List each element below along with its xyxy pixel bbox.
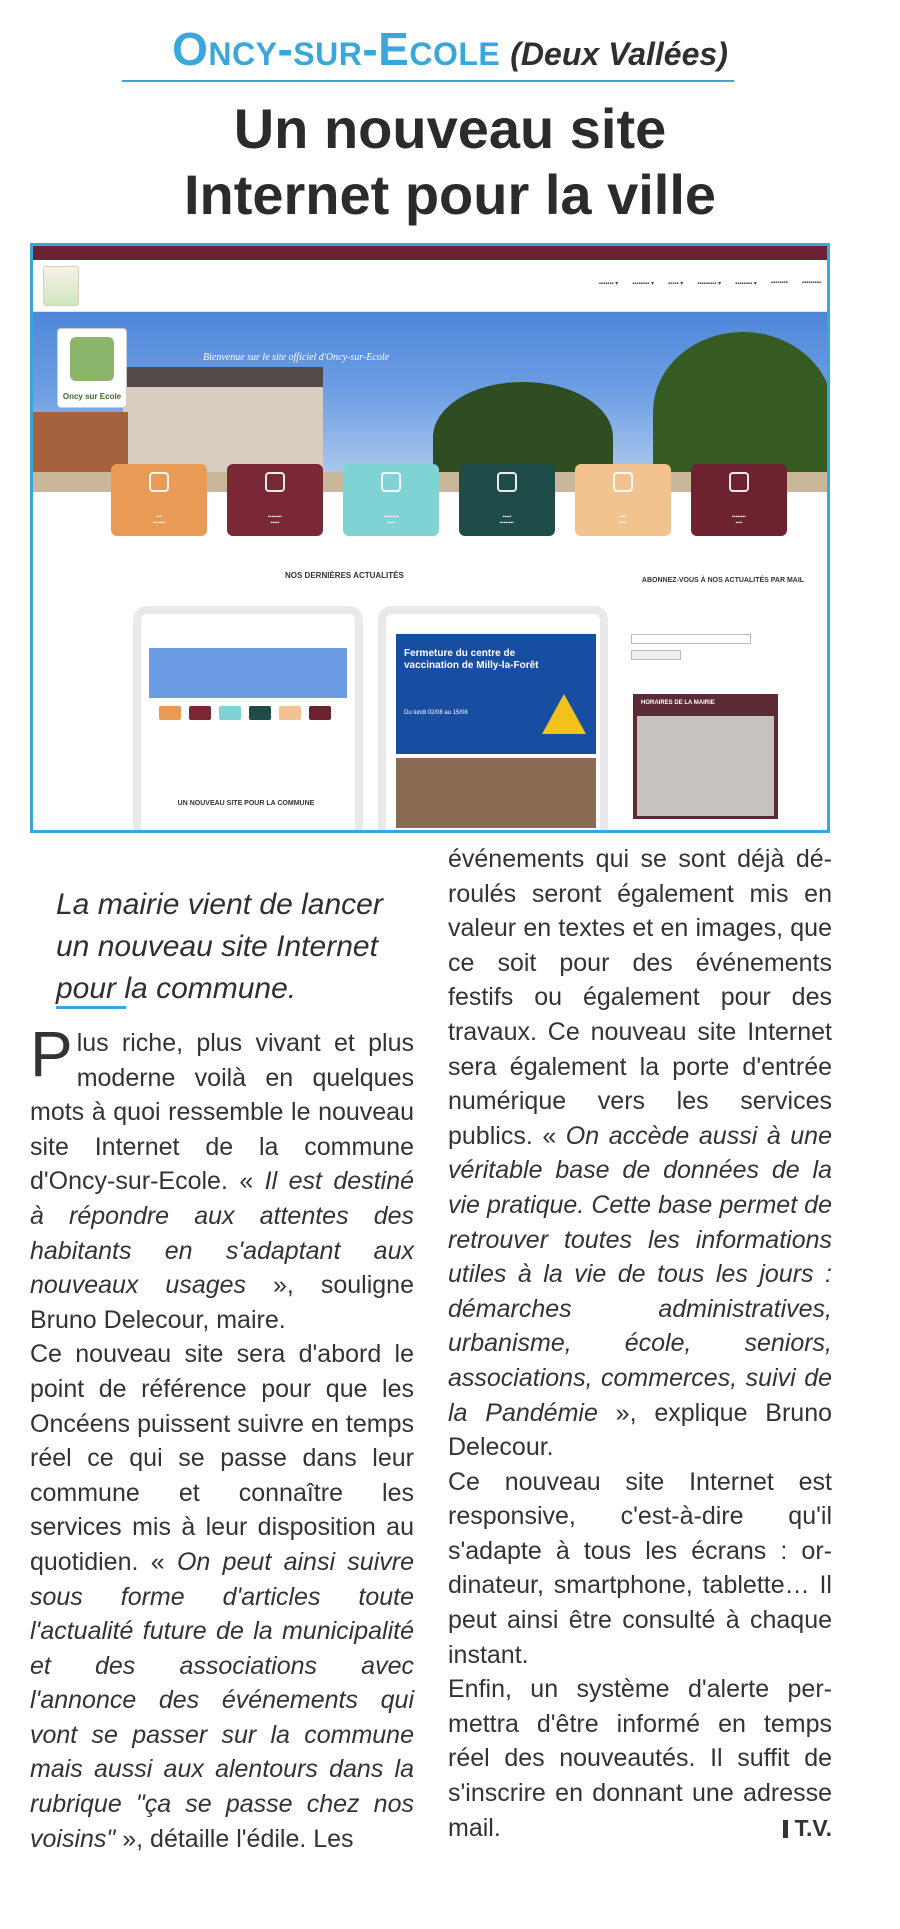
gear-icon (613, 472, 633, 492)
newspaper-icon (497, 472, 517, 492)
site-logo (43, 266, 79, 306)
quick-tile: ▪▪▪▪ ▪▪▪▪ (575, 464, 671, 536)
mini-tiles (159, 706, 331, 720)
menu-item: ▪▪▪▪▪ ▾ (667, 281, 684, 287)
crest-emblem-icon (70, 337, 114, 381)
news-card-2 (378, 606, 608, 833)
quick-tile: ▪▪▪▪▪▪▪▪ ▪▪▪▪ (691, 464, 787, 536)
home-icon (265, 472, 285, 492)
chat-icon (381, 472, 401, 492)
hours-title: HORAIRES DE LA MAIRIE (641, 700, 715, 706)
card-1-title: UN NOUVEAU SITE POUR LA COMMUNE (177, 800, 315, 807)
alert-title: Fermeture du centre de vaccination de Milly-la-Forêt (404, 648, 539, 671)
warning-icon (542, 694, 586, 734)
town-name: Oncy-sur-Ecole (172, 23, 501, 75)
menu-item: ▪▪▪▪▪▪▪▪ ▾ (735, 281, 757, 287)
quick-tile: ▪▪▪ ▪▪▪▪▪▪▪ (111, 464, 207, 536)
document-icon (149, 472, 169, 492)
quick-access-tiles (111, 464, 787, 536)
menu-item: ▪▪▪▪▪▪▪ ▾ (598, 281, 619, 287)
site-topbar (33, 246, 827, 260)
headline-line-2: Internet pour la ville (183, 163, 717, 226)
newsletter-title: ABONNEZ-VOUS À NOS ACTUALITÉS PAR MAIL (641, 577, 805, 584)
site-sidebar (623, 576, 823, 706)
quote: On peut ainsi suivre sous forme d'articles toute l'actualité future de la municipalité et des associations avec l'annonce des événements qui vont se passer sur la commune mais aussi aux alentours dans la rubrique "ça se passe chez nos voisins" (30, 1547, 414, 1853)
headline-line-1: Un nouveau site (233, 97, 667, 160)
quick-tile: ▪▪▪▪▪▪▪▪ ▪▪▪▪▪ (227, 464, 323, 536)
paragraph: événements qui se sont déjà déroulés seront également mis en valeur en textes et en images, que ce soit pour des événements festifs ou également pour des travaux. Ce nouveau site Internet sera également la porte d'entrée numérique vers les services publics. « On accède aussi à une véritable base de données de la vie pratique. Cette base permet de retrouver toutes les informations utiles à la vie de tous les jours : démarches administratives, urbanisme, école, seniors, associations, commerces, suivi de la Pandémie », explique Bruno Delecour. (448, 845, 832, 1462)
menu-item: ▪▪▪▪▪▪▪▪ ▾ (632, 281, 654, 287)
site-menu (599, 280, 821, 287)
quick-tile: ▪▪▪▪▪▪▪▪ ▪▪▪▪ (343, 464, 439, 536)
mini-hero (149, 648, 347, 698)
quote: Il est destiné à répondre aux attentes des habitants en s'adaptant aux nouveaux usages (30, 1167, 415, 1300)
wallet-icon (729, 472, 749, 492)
kicker (0, 22, 900, 76)
news-heading: NOS DERNIÈRES ACTUALITÉS (285, 571, 404, 580)
drop-cap: P (30, 1018, 73, 1090)
paragraph: Ce nouveau site Internet est responsive, c'est-à-dire qu'il s'adapte à tous les écrans : ordinateur, smartphone, tablette… Il peut ainsi être consulté à chaque instant. (448, 1467, 832, 1669)
author-signature: T.V. (783, 1811, 832, 1846)
lede-underline (56, 1006, 126, 1009)
quote: On accède aussi à une véritable base de données de la vie pratique. Cette base permet de retrouver toutes les informations utiles à la vie de tous les jours : démarches administratives, urbanisme, école, seniors, associations, commerces, suivi de la Pandémie (448, 1121, 832, 1427)
newsletter-subscribe-button (631, 650, 681, 660)
menu-item: ▪▪▪▪▪▪▪▪▪ ▾ (697, 281, 722, 287)
article-lede: La mairie vient de lancer un nouveau site Internet pour la commune. (56, 888, 383, 1005)
article-column-2 (448, 842, 832, 1845)
menu-item: ▪▪▪▪▪▪▪▪▪ (801, 280, 821, 286)
crest-label: Oncy sur Ecole (62, 392, 122, 401)
newsletter-email-field (631, 634, 751, 644)
kicker-underline (122, 80, 734, 82)
news-card-1 (133, 606, 363, 833)
region-name: (Deux Vallées) (510, 36, 728, 72)
quick-tile: ▪▪▪▪▪ ▪▪▪▪▪▪▪▪ (459, 464, 555, 536)
paragraph: Plus riche, plus vivant et plus moderne voilà en quelques mots à quoi ressemble le nouveau site Internet de la commune d'Oncy-sur-Ecole. « Il est destiné à répondre aux attentes des habitants en s'adaptant aux nouveaux usages », souligne Bruno Delecour, maire. (30, 1018, 415, 1334)
town-crest (57, 328, 127, 408)
town-hall-hours (633, 694, 778, 819)
headline (0, 96, 900, 228)
hero-tagline: Bienvenue sur le site officiel d'Oncy-sur-Ecole (203, 352, 390, 363)
site-navbar (33, 260, 827, 312)
paragraph: Enfin, un système d'alerte permettra d'être informé en temps réel des nouveautés. Il suffit de s'inscrire en donnant une adresse mail. T.V. (448, 1672, 832, 1845)
article-column-1 (30, 1018, 415, 1856)
alert-dates: Du lundi 02/08 au 15/08 (404, 710, 468, 716)
vaccination-alert (396, 634, 596, 754)
website-screenshot (30, 243, 830, 833)
card-2-photo (396, 758, 596, 828)
menu-item: ▪▪▪▪▪▪▪▪ (770, 280, 788, 286)
paragraph: Ce nouveau site sera d'abord le point de référence pour que les Oncéens puissent suivre en temps réel ce qui se passe dans leur commune et connaître les services mis à leur disposition au quotidien. « On peut ainsi suivre sous forme d'articles toute l'actualité future de la municipalité et des associations avec l'annonce des événements qui vont se passer sur la commune mais aussi aux alentours dans la rubrique "ça se passe chez nos voisins" », détaille l'édile. Les (30, 1340, 414, 1853)
town-hall-photo (637, 716, 774, 816)
